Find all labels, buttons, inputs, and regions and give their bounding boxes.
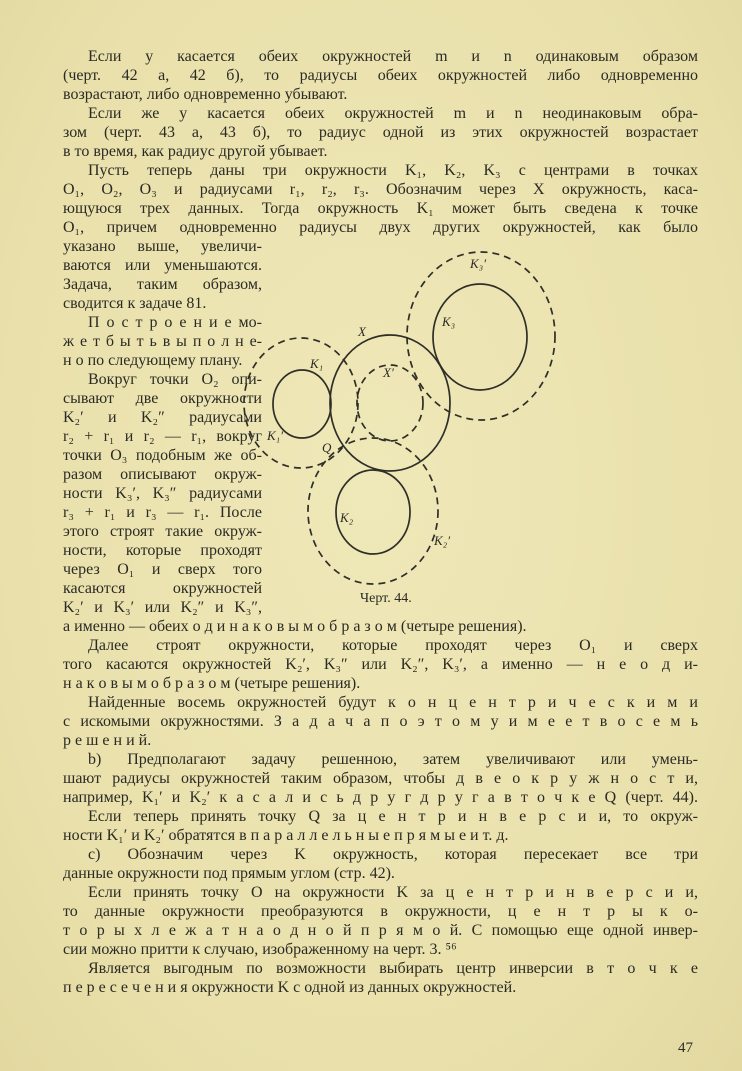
text-line: н а к о в ы м о б р а з о м (четыре решения).	[63, 675, 361, 692]
circle-k3	[433, 284, 527, 390]
text-line: н о по следующему плану.	[63, 352, 243, 369]
text-line: Вокруг точки O₂ опи-	[88, 371, 262, 388]
text-line: п е р е с е ч е н и я окружности K с одной из данных окружностей.	[63, 979, 517, 996]
label-k1-prime: K₁′	[267, 428, 284, 443]
text-line: данные окружности под прямым углом (стр. 42).	[63, 865, 395, 882]
text-line: в то время, как радиус другой убывает.	[63, 143, 328, 160]
text-line: c) Обозначим через K окружность, которая пересекает все три	[88, 846, 698, 863]
text-line: Задача, таким образом,	[63, 276, 262, 293]
circle-x	[330, 335, 450, 471]
text-line: Пусть теперь даны три окружности K₁, K₂, K₃ с центрами в точках	[88, 162, 698, 179]
label-k3: K₃	[442, 314, 456, 329]
text-line: например, K₁′ и K₂′ к а с а л и с ь д р у г д р у г а в т о ч к е Q (черт. 44).	[63, 789, 698, 806]
text-line: Если же y касается обеих окружностей m и n неодинаковым обра-	[88, 105, 698, 122]
label-k2: K₂	[340, 510, 354, 525]
text-line: того касаются окружностей K₂′, K₃″ или K₂″, K₃′, а именно — н е о д и-	[63, 656, 698, 673]
text-line: шают радиусы окружностей таким образом, чтобы д в е о к р у ж н о с т и,	[63, 770, 698, 787]
text-line: разом описывают окруж-	[63, 466, 262, 483]
label-k2-prime: K₂′	[434, 533, 451, 548]
text-line: этого строят такие окруж-	[63, 523, 262, 540]
text-line: Если принять точку O на окружности K за ц е н т р и н в е р с и и,	[88, 884, 698, 901]
text-line: K₂′ и K₂″ радиусами	[63, 409, 262, 426]
text-line: Если теперь принять точку Q за ц е н т р и н в е р с и и, то окруж-	[88, 808, 698, 825]
text-line: то данные окружности преобразуются в окружности, ц е н т р ы к о-	[63, 903, 698, 920]
text-line: ж е т б ы т ь в ы п о л н е-	[63, 333, 262, 350]
text-line: O₁, причем одновременно радиусы двух других окружностей, как было	[63, 219, 698, 236]
label-q: Q	[322, 440, 332, 455]
text-line: ности K₃′, K₃″ радиусами	[63, 485, 262, 502]
text-line: сводится к задаче 81.	[63, 295, 207, 312]
figure-caption: Черт. 44.	[360, 591, 412, 606]
circle-k3-prime	[407, 252, 555, 420]
text-line: ваются или уменьшаются.	[63, 257, 262, 274]
text-line: т о р ы х л е ж а т н а о д н о й п р я м о й. С помощью еще одной инвер-	[63, 922, 698, 939]
circles-diagram	[230, 240, 580, 620]
text-line: r₂ + r₁ и r₂ — r₁, вокруг	[63, 428, 262, 445]
text-line: ности, которые проходят	[63, 542, 262, 559]
text-line: Найденные восемь окружностей будут к о н ц е н т р и ч е с к и м и	[88, 694, 698, 711]
text-line: Далее строят окружности, которые проходят через O₁ и сверх	[88, 637, 698, 654]
text-line: касаются окружностей	[63, 580, 262, 597]
text-line: K₂′ и K₃′ или K₂″ и K₃″,	[63, 599, 262, 616]
text-line: r₃ + r₁ и r₃ — r₁. После	[63, 504, 262, 521]
label-k3-prime: K₃′	[470, 256, 487, 271]
text-line: сывают две окружности	[63, 390, 262, 407]
text-line: возрастают, либо одновременно убывают.	[63, 86, 348, 103]
text-line: точки O₃ подобным же об-	[63, 447, 262, 464]
label-k1: K₁	[310, 356, 324, 371]
text-line: Является выгодным по возможности выбирать центр инверсии в т о ч к е	[88, 960, 698, 977]
text-line: через O₁ и сверх того	[63, 561, 262, 578]
text-line: П о с т р о е н и е мо-	[88, 314, 262, 331]
text-line: а именно — обеих о д и н а к о в ы м о б р а з о м (четыре решения).	[63, 618, 527, 635]
text-line: сии можно притти к случаю, изображенному на черт. 3. ⁵⁶	[63, 941, 457, 958]
figure-44	[230, 240, 580, 620]
text-line: указано выше, увеличи-	[63, 238, 262, 255]
label-x: X	[358, 324, 366, 339]
text-line: O₁, O₂, O₃ и радиусами r₁, r₂, r₃. Обозначим через X окружность, каса-	[63, 181, 698, 198]
text-line: зом (черт. 43 а, 43 б), то радиус одной из этих окружностей возрастает	[63, 124, 698, 141]
label-x-prime: X′	[383, 365, 394, 380]
page-number: 47	[678, 1040, 693, 1056]
text-line: ющуюся трех данных. Тогда окружность K₁ может быть сведена к точке	[63, 200, 698, 217]
text-line: с искомыми окружностями. З а д а ч а п о э т о м у и м е е т в о с е м ь	[63, 713, 698, 730]
text-line: р е ш е н и й.	[63, 732, 152, 749]
text-line: Если y касается обеих окружностей m и n одинаковым образом	[88, 48, 698, 65]
circle-k2-prime	[308, 438, 438, 584]
text-line: (черт. 42 а, 42 б), то радиусы обеих окружностей либо одновременно	[63, 67, 698, 84]
text-line: ности K₁′ и K₂′ обратятся в п а р а л л е л ь н ы е п р я м ы е и т. д.	[63, 827, 509, 844]
text-line: b) Предполагают задачу решенною, затем увеличивают или умень-	[88, 751, 698, 768]
